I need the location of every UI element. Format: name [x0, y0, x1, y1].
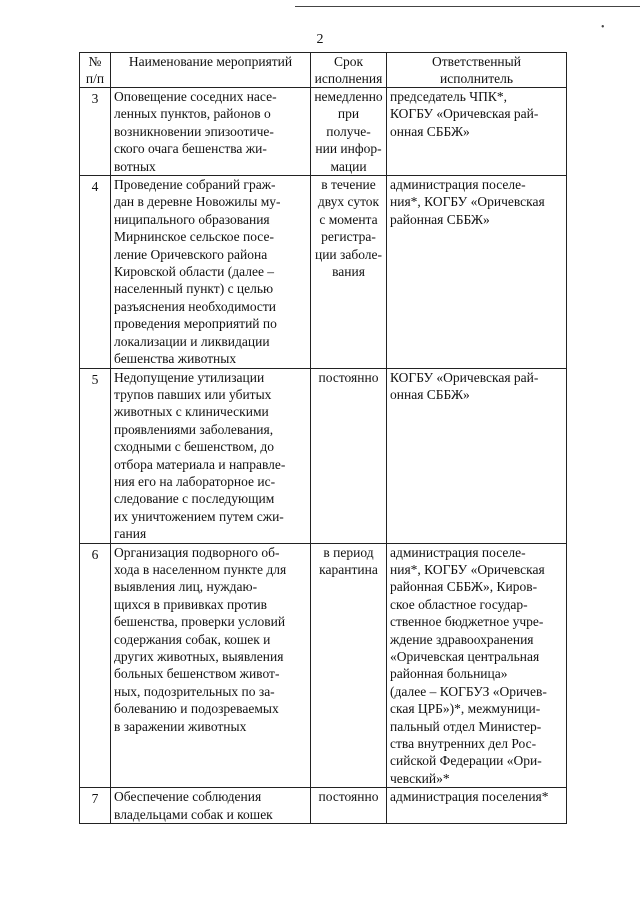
row-responsible: администрация поселе- ния*, КОГБУ «Оричевская районная СББЖ» [387, 176, 567, 368]
table-row [80, 368, 567, 543]
table-header-row [80, 53, 567, 88]
header-responsible: Ответственный исполнитель [387, 53, 567, 88]
header-term: Срок исполнения [311, 53, 387, 88]
row-responsible: председатель ЧПК*, КОГБУ «Оричевская рай- онная СББЖ» [387, 88, 567, 176]
row-term: постоянно [311, 368, 387, 543]
row-num: 3 [80, 88, 111, 176]
table-row [80, 788, 567, 824]
row-term: в течение двух суток с момента регистра- ции заболе- вания [311, 176, 387, 368]
header-num: № п/п [80, 53, 111, 88]
measures-table [79, 52, 567, 824]
table-row [80, 543, 567, 788]
page-number: 2 [316, 32, 324, 47]
row-num: 6 [80, 543, 111, 788]
row-event: Проведение собраний граж- дан в деревне Новожилы му- ниципального образования Мирнинское сельское посе- ление Оричевского района Кировской области (далее – населенный пункт) с целью разъяснения необходимости проведения мероприятий по локализации и ликвидации бешенства животных [111, 176, 311, 368]
row-num: 5 [80, 368, 111, 543]
row-term: немедленно при получе- нии инфор- мации [311, 88, 387, 176]
scan-dot: • [601, 22, 605, 33]
row-responsible: администрация поселения* [387, 788, 567, 824]
header-event: Наименование мероприятий [111, 53, 311, 88]
row-responsible: КОГБУ «Оричевская рай- онная СББЖ» [387, 368, 567, 543]
scan-top-line [295, 6, 640, 7]
row-term: в период карантина [311, 543, 387, 788]
row-event: Оповещение соседних насе- ленных пунктов, районов о возникновении эпизоотиче- ского очага бешенства жи- вотных [111, 88, 311, 176]
row-event: Недопущение утилизации трупов павших или убитых животных с клиническими проявлениями заболевания, сходными с бешенством, до отбора материала и направле- ния его на лабораторное ис- следование с последующим их уничтожением путем сжи- гания [111, 368, 311, 543]
row-responsible: администрация поселе- ния*, КОГБУ «Оричевская районная СББЖ», Киров- ское областное государ- ственное бюджетное учре- ждение здравоохранения «Оричевская центральная районная больница» (далее – КОГБУЗ «Оричев- ская ЦРБ»)*, межмуници- пальный отдел Министер- ства внутренних дел Рос- сийской Федерации «Ори- чевский»* [387, 543, 567, 788]
row-num: 7 [80, 788, 111, 824]
row-event: Обеспечение соблюдения владельцами собак и кошек [111, 788, 311, 824]
row-num: 4 [80, 176, 111, 368]
row-event: Организация подворного об- хода в населенном пункте для выявления лиц, нуждаю- щихся в прививках против бешенства, проверки условий содержания собак, кошек и других животных, выявления больных бешенством живот- ных, подозрительных по за- болеванию и подозреваемых в заражении животных [111, 543, 311, 788]
table-row [80, 176, 567, 368]
row-term: постоянно [311, 788, 387, 824]
table-row [80, 88, 567, 176]
